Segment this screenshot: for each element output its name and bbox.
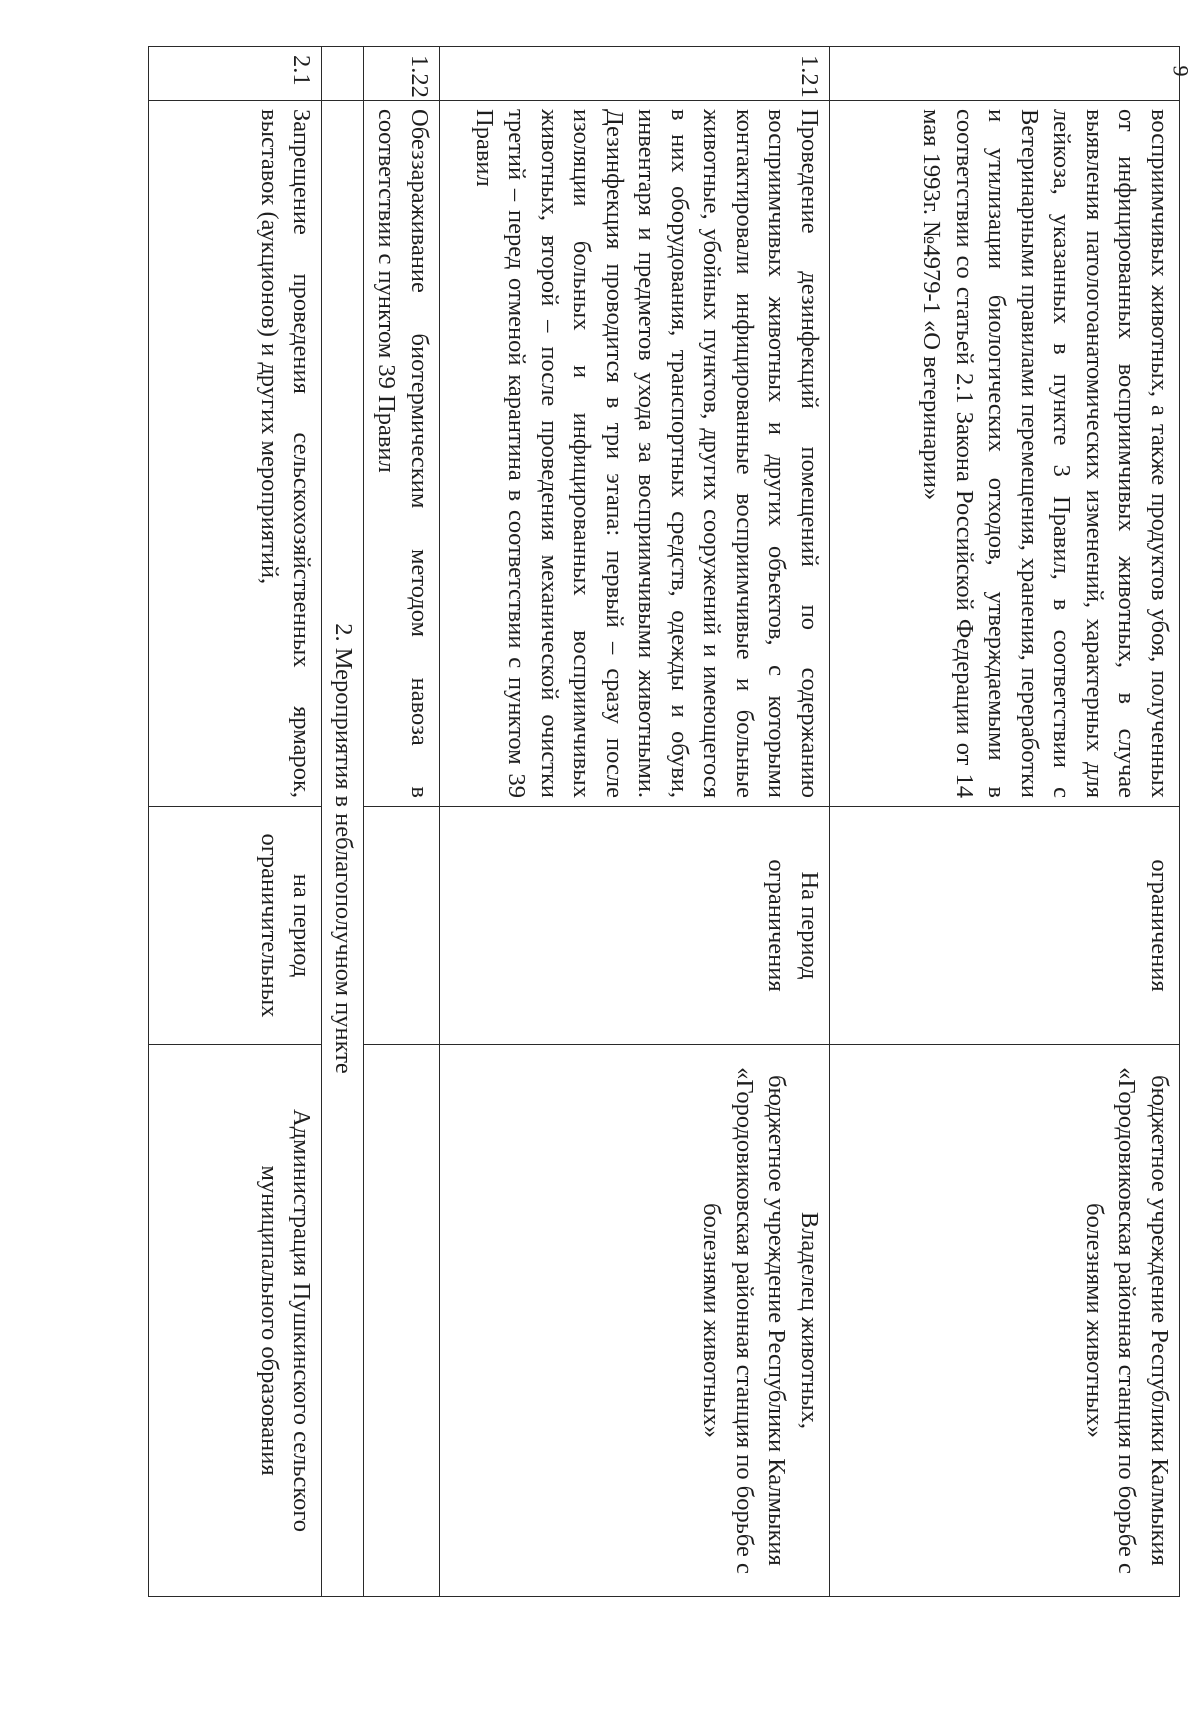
row-number: 2.1 <box>149 47 323 101</box>
section-title: 2. Мероприятия в неблагополучном пункте <box>322 101 364 1597</box>
table-row <box>364 47 440 1597</box>
measure-period: На период ограничения <box>440 807 830 1045</box>
measures-table <box>148 46 1180 1596</box>
responsible-party <box>364 1045 440 1597</box>
measure-period: ограничения <box>830 807 1180 1045</box>
responsible-party: Администрация Пушкинского сельского муниципального образования <box>149 1045 323 1597</box>
row-number <box>830 47 1180 101</box>
measure-description: Проведение дезинфекций помещений по содержанию восприимчивых животных и других объектов, с которыми контактировали инфицированные восприимчивые и больные животные, убойных пунктов, других сооружений и имеющегося в них оборудования, транспортных средств, одежды и обуви, инвентаря и предметов ухода за восприимчивыми животными. Дезинфекция проводится в три этапа: первый – сразу после изоляции больных и инфицированных восприимчивых животных, второй – после проведения механической очистки третий – перед отменой карантина в соответствии с пунктом 39 Правил <box>440 101 830 807</box>
measure-description: восприимчивых животных, а также продуктов убоя, полученных от инфицированных восприимчивых животных, в случае выявления патологоанатомических изменений, характерных для лейкоза, указанных в пункте 3 Правил, в соответствии с Ветеринарными правилами перемещения, хранения, переработки и утилизации биологических отходов, утверждаемыми в соответствии со статьей 2.1 Закона Российской Федерации от 14 мая 1993г. №4979-1 «О ветеринарии» <box>830 101 1180 807</box>
responsible-line: бюджетное учреждение Республики Калмыкия «Городовиковская районная станция по борьбе с болезнями животных» <box>1081 1067 1173 1574</box>
section-number-cell <box>322 47 364 101</box>
responsible-party <box>830 1045 1180 1597</box>
row-number: 1.22 <box>364 47 440 101</box>
section-row <box>322 47 364 1597</box>
measure-period: на период ограничительных <box>149 807 323 1045</box>
row-number: 1.21 <box>440 47 830 101</box>
page-number: 9 <box>1168 65 1194 77</box>
measure-description: Запрещение проведения сельскохозяйственных ярмарок, выставок (аукционов) и других мероприятий, <box>149 101 323 807</box>
table-row <box>149 47 323 1597</box>
table-row <box>830 47 1180 1597</box>
responsible-party <box>440 1045 830 1597</box>
rotated-table-area <box>148 46 1180 1596</box>
responsible-line: бюджетное учреждение Республики Калмыкия «Городовиковская районная станция по борьбе с болезнями животных» <box>698 1067 791 1574</box>
table-row <box>440 47 830 1597</box>
measure-description: Обеззараживание биотермическим методом навоза в соответствии с пунктом 39 Правил <box>364 101 440 807</box>
measure-period <box>364 807 440 1045</box>
responsible-line: Владелец животных, <box>796 1211 823 1430</box>
